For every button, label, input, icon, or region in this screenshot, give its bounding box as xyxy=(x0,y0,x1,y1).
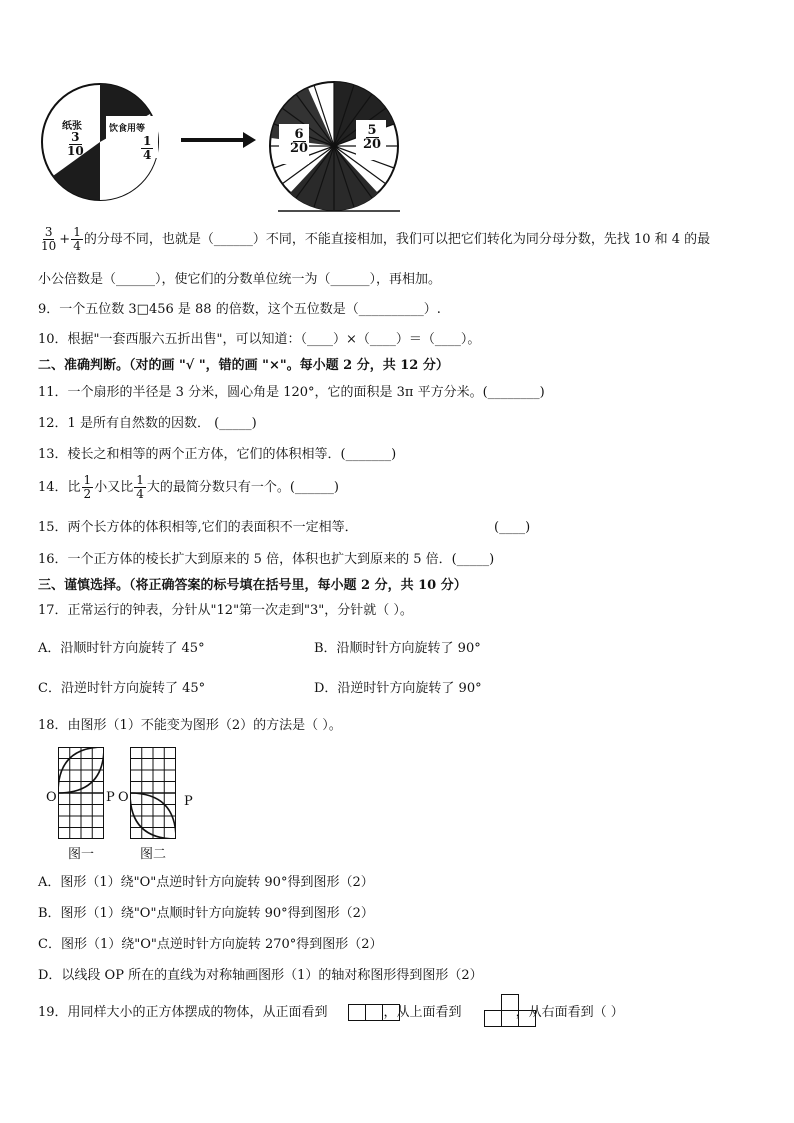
question-14: 14．比 $\frac{1}{2}$ 小又比 $\frac{1}{4}$ 大的最简分数只有一个。(______) xyxy=(38,473,339,501)
question-17-stem: 17．正常运行的钟表，分针从"12"第一次走到"3"，分针就（ ）。 xyxy=(38,603,413,618)
question-15: 15．两个长方体的体积相等,它们的表面积不一定相等． xyxy=(38,520,358,535)
question-18-option-a: A．图形（1）绕"O"点逆时针方向旋转 90°得到图形（2） xyxy=(38,875,374,890)
intro-line-1: $\frac{3}{10}$ + $\frac{1}{4}$ 的分母不同，也就是（______）不同，不能直接相加，我们可以把它们转化为同分母分数，先找 10 和 4 的最 xyxy=(41,225,711,253)
question-18-stem: 18．由图形（1）不能变为图形（2）的方法是（ ）。 xyxy=(38,718,342,733)
grid-2-label-o: O xyxy=(118,790,129,805)
grid-1-label-o: O xyxy=(46,790,57,805)
grid-2-label-p: P xyxy=(184,794,193,809)
question-17-option-c: C．沿逆时针方向旋转了 45° xyxy=(38,681,206,696)
question-12: 12．1 是所有自然数的因数． (_____) xyxy=(38,416,257,431)
question-10: 10．根据"一套西服六五折出售"，可以知道：（____）×（____）＝（____）。 xyxy=(38,332,481,347)
grid-figure-1 xyxy=(58,747,104,839)
top-view-shape xyxy=(484,994,538,1028)
left-pie-label-top: 纸张 xyxy=(62,121,82,132)
front-view-shape xyxy=(348,1004,402,1022)
right-pie-frac-a: $\frac{6}{20}$ xyxy=(290,127,309,156)
left-pie-frac2: $\frac{1}{4}$ xyxy=(143,134,152,162)
question-9: 9．一个五位数 3□456 是 88 的倍数，这个五位数是（__________）. xyxy=(38,302,441,317)
question-18-option-c: C．图形（1）绕"O"点逆时针方向旋转 270°得到图形（2） xyxy=(38,937,383,952)
grid-1-label-p: P xyxy=(106,790,115,805)
section-3-heading: 三、谨慎选择。（将正确答案的标号填在括号里，每小题 2 分，共 10 分） xyxy=(38,578,467,593)
left-pie-label-right: 饮食用等 xyxy=(109,124,146,134)
intro-line-2: 小公倍数是（______），使它们的分数单位统一为（______），再相加。 xyxy=(38,272,442,287)
question-17-option-a: A．沿顺时针方向旋转了 45° xyxy=(38,641,205,656)
grid-figure-2 xyxy=(130,747,176,839)
right-pie-frac-b: $\frac{5}{20}$ xyxy=(363,123,382,152)
question-18-option-d: D．以线段 OP 所在的直线为对称轴画图形（1）的轴对称图形得到图形（2） xyxy=(38,968,483,983)
question-15-blank: (____) xyxy=(494,520,531,535)
question-13: 13．棱长之和相等的两个正方体，它们的体积相等．(_______) xyxy=(38,447,397,462)
question-18-option-b: B．图形（1）绕"O"点顺时针方向旋转 90°得到图形（2） xyxy=(38,906,374,921)
section-2-heading: 二、准确判断。（对的画 "√ "，错的画 "×"。每小题 2 分，共 12 分） xyxy=(38,358,449,373)
question-19: 19．用同样大小的正方体摆成的物体，从正面看到 ，从上面看到 ，从右面看到（ ） xyxy=(38,1005,624,1020)
question-17-option-b: B．沿顺时针方向旋转了 90° xyxy=(314,641,481,656)
left-pie-frac1: $\frac{3}{10}$ xyxy=(67,130,84,158)
question-16: 16．一个正方体的棱长扩大到原来的 5 倍，体积也扩大到原来的 5 倍．(_____) xyxy=(38,552,495,567)
grid-1-caption: 图一 xyxy=(68,847,95,862)
question-11: 11．一个扇形的半径是 3 分米，圆心角是 120°，它的面积是 3π 平方分米。(________) xyxy=(38,385,545,400)
question-17-option-d: D．沿逆时针方向旋转了 90° xyxy=(314,681,482,696)
grid-2-caption: 图二 xyxy=(140,847,167,862)
